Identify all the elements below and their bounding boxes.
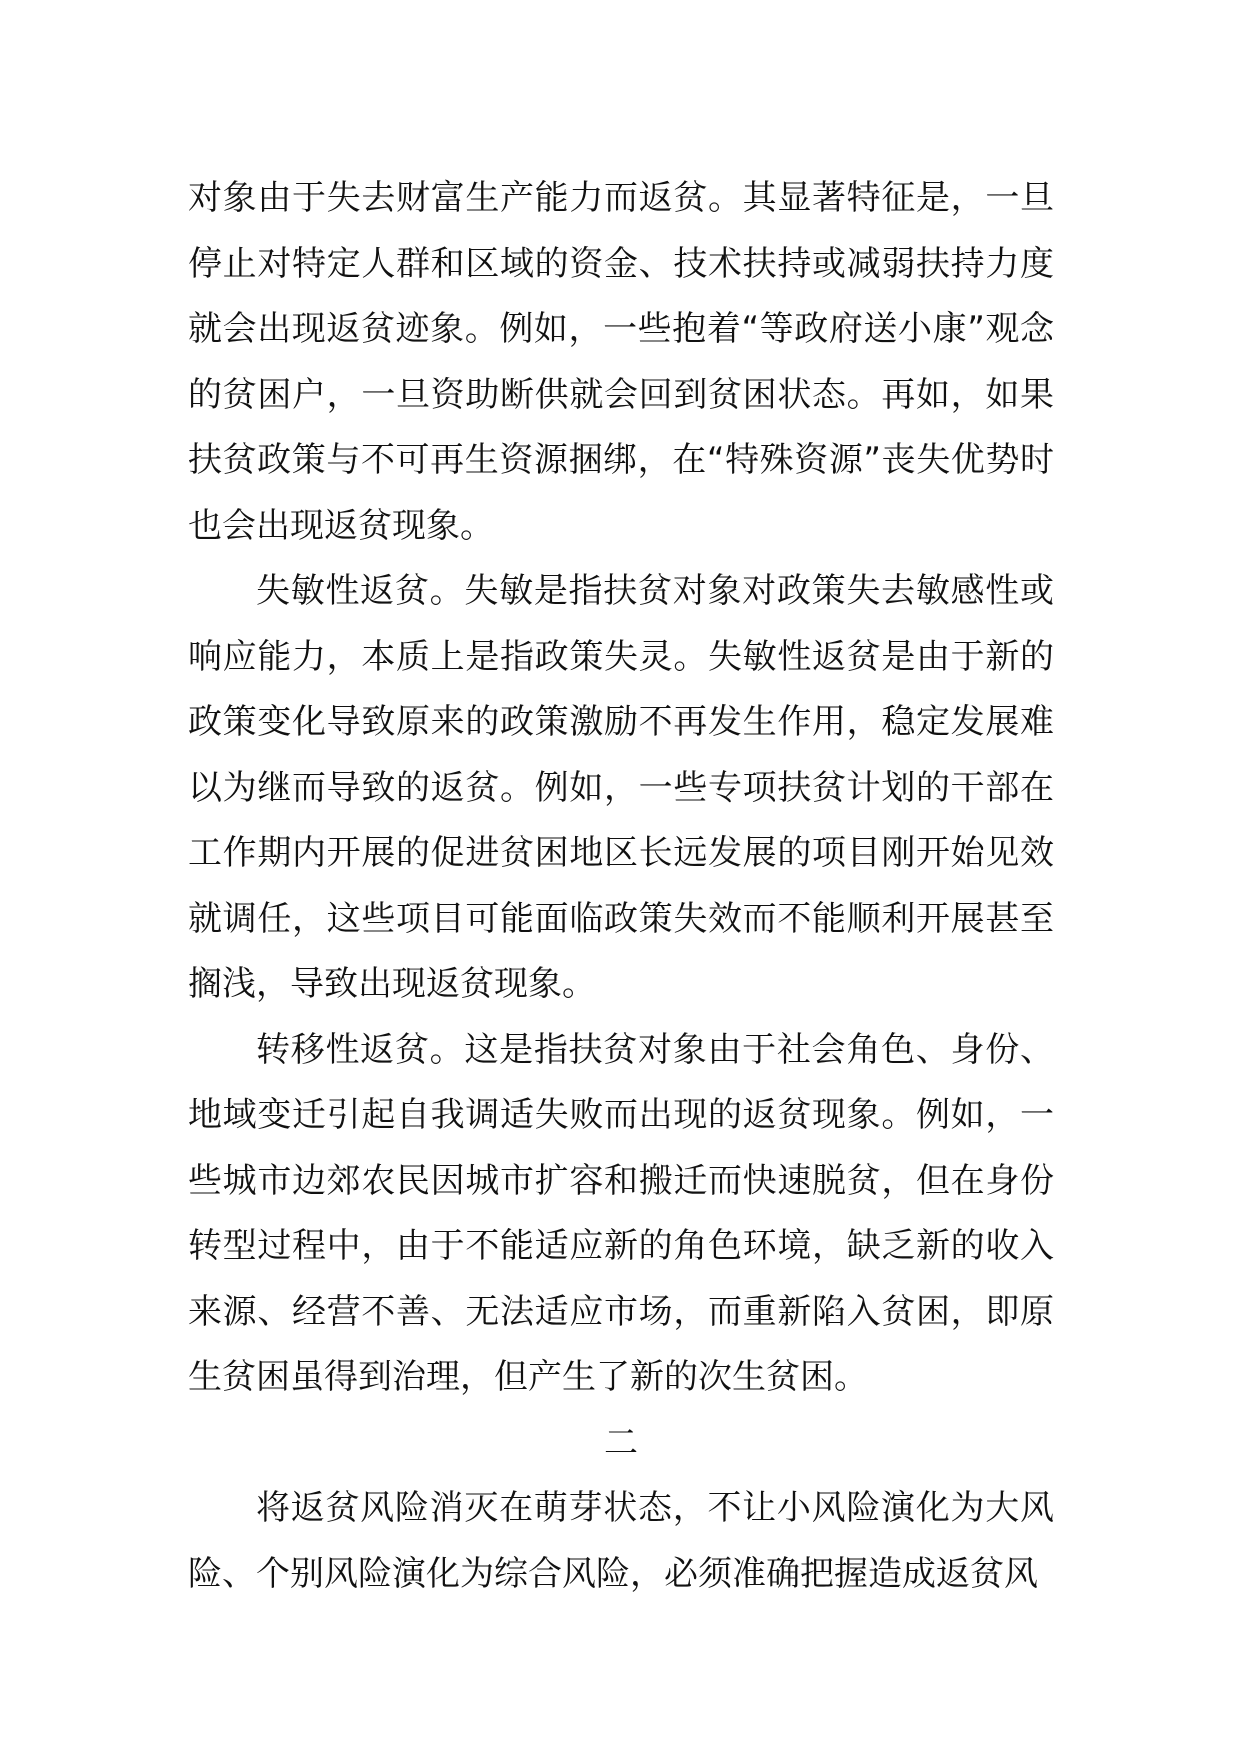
paragraph-transfer-poverty-return: 转移性返贫。这是指扶贫对象由于社会角色、身份、地域变迁引起自我调适失败而出现的返贫现象。例如，一些城市边郊农民因城市扩容和搬迁而快速脱贫，但在身份转型过程中，由于不能适应新的角色环境，缺乏新的收入来源、经营不善、无法适应市场，而重新陷入贫困，即原生贫困虽得到治理，但产生了新的次生贫困。 — [188, 1029, 1054, 1397]
paragraph-continuation: 对象由于失去财富生产能力而返贫。其显著特征是，一旦停止对特定人群和区域的资金、技术扶持或减弱扶持力度就会出现返贫迹象。例如，一些抱着“等政府送小康”观念的贫困户，一旦资助断供就会回到贫困状态。再如，如果扶贫政策与不可再生资源捆绑，在“特殊资源”丧失优势时也会出现返贫现象。 — [188, 178, 1054, 546]
document-body — [188, 166, 1054, 1607]
section-heading-two: 二 — [604, 1422, 638, 1463]
paragraph-risk-prevention: 将返贫风险消灭在萌芽状态，不让小风险演化为大风险、个别风险演化为综合风险，必须准确把握造成返贫风 — [188, 1488, 1054, 1594]
paragraph-desensitized-poverty-return: 失敏性返贫。失敏是指扶贫对象对政策失去敏感性或响应能力，本质上是指政策失灵。失敏性返贫是由于新的政策变化导致原来的政策激励不再发生作用，稳定发展难以为继而导致的返贫。例如，一些专项扶贫计划的干部在工作期内开展的促进贫困地区长远发展的项目刚开始见效就调任，这些项目可能面临政策失效而不能顺利开展甚至搁浅，导致出现返贫现象。 — [188, 571, 1054, 1004]
